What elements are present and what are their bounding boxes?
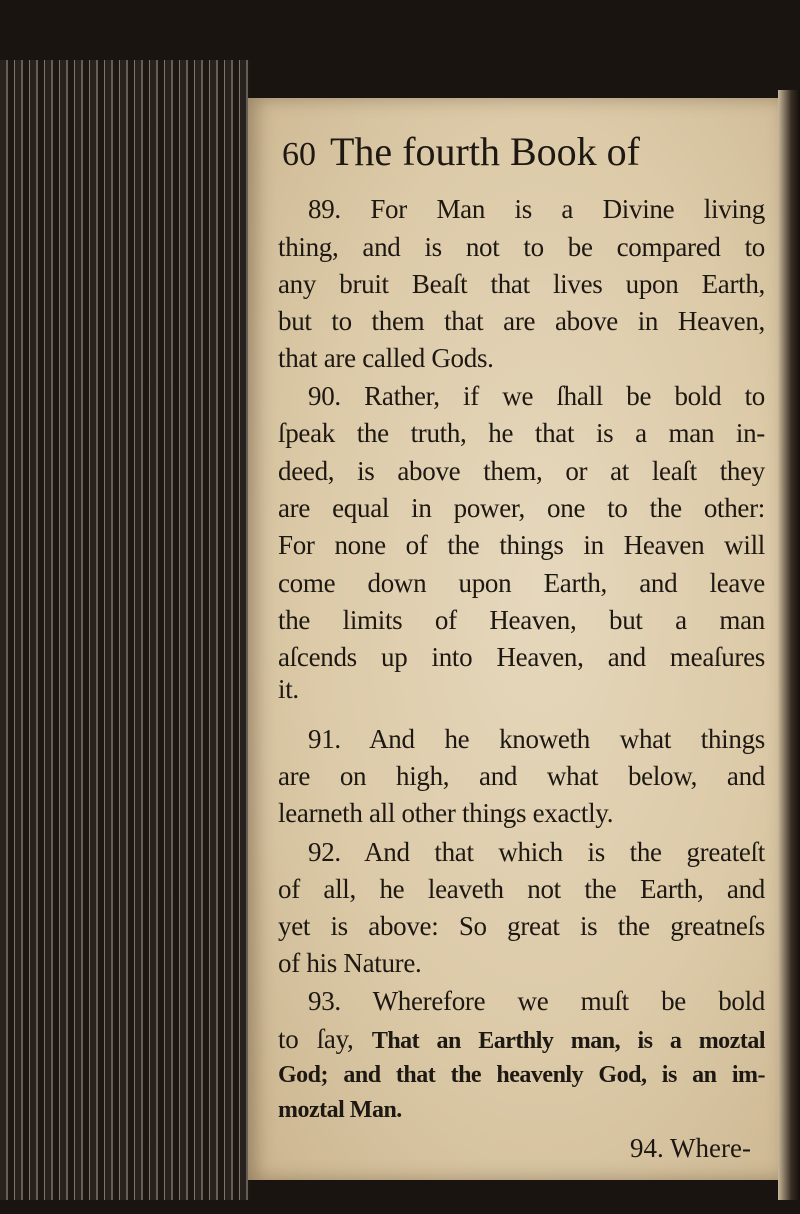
- blackletter-text: moztal Man.: [278, 1097, 402, 1123]
- blackletter-text: That an Earthly man, is a moztal: [371, 1028, 765, 1054]
- text-line: are equal in power, one to the other:: [278, 493, 765, 523]
- running-header: [282, 128, 640, 175]
- text-line: yet is above: So great is the greatneſs: [278, 911, 765, 941]
- text-line: 89. For Man is a Divine living: [308, 194, 765, 224]
- book-edge-right: [778, 90, 800, 1200]
- text-line: ſpeak the truth, he that is a man in-: [278, 418, 765, 448]
- book-edge-left: [0, 60, 250, 1200]
- text-line: 93. Wherefore we muſt be bold: [308, 986, 765, 1016]
- text-line: deed, is above them, or at leaſt they: [278, 456, 765, 486]
- text-line: come down upon Earth, and leave: [278, 568, 765, 598]
- text-line: of all, he leaveth not the Earth, and: [278, 874, 765, 904]
- text-line: of his Nature.: [278, 948, 422, 978]
- text-line: 92. And that which is the greateſt: [308, 837, 765, 867]
- text-line: any bruit Beaſt that lives upon Earth,: [278, 269, 765, 299]
- text-line: 90. Rather, if we ſhall be bold to: [308, 381, 765, 411]
- page-number: 60: [282, 136, 316, 173]
- text-line: aſcends up into Heaven, and meaſures: [278, 642, 765, 672]
- catchword: 94. Where-: [630, 1133, 751, 1163]
- text-line: that are called Gods.: [278, 343, 494, 373]
- text-line: learneth all other things exactly.: [278, 798, 614, 828]
- running-title: The fourth Book of: [330, 129, 640, 174]
- text-line: For none of the things in Heaven will: [278, 530, 765, 560]
- text-line: 91. And he knoweth what things: [308, 724, 765, 754]
- text-line: [278, 1022, 765, 1058]
- text-line: it.: [278, 674, 299, 704]
- text-line: are on high, and what below, and: [278, 761, 765, 791]
- text-line: the limits of Heaven, but a man: [278, 605, 765, 635]
- line-lead: to ſay,: [278, 1024, 354, 1054]
- text-line: thing, and is not to be compared to: [278, 232, 765, 262]
- text-line: but to them that are above in Heaven,: [278, 306, 765, 336]
- blackletter-text: God; and that the heavenly God, is an im-: [278, 1062, 765, 1088]
